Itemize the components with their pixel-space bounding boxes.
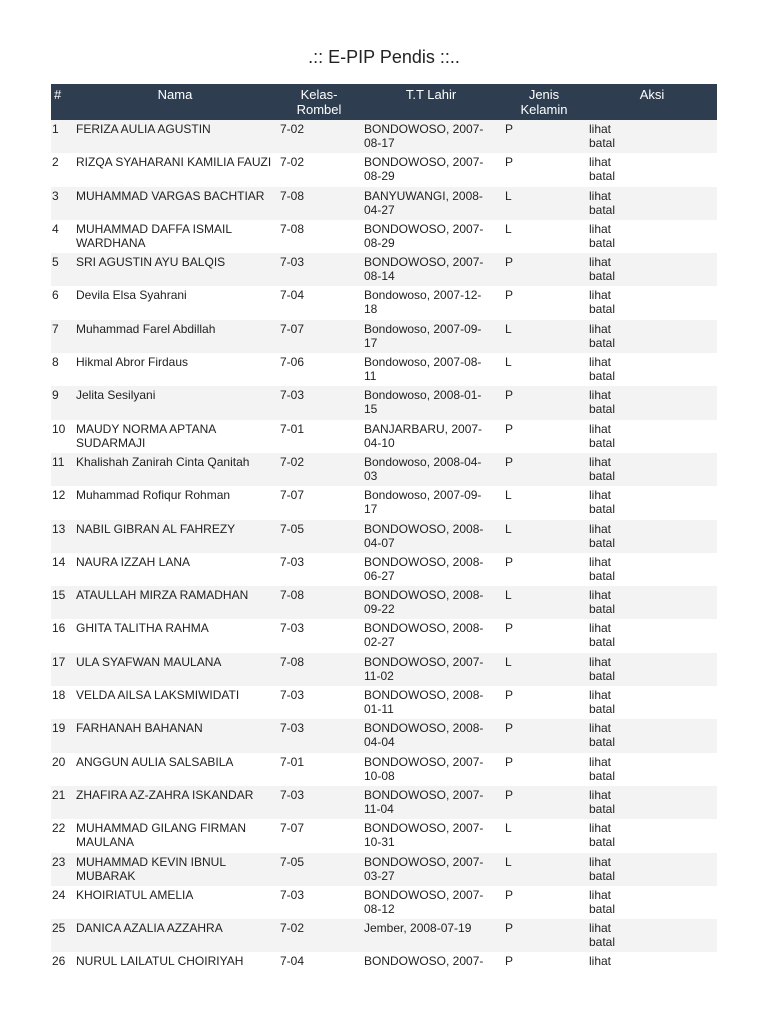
row-actions: [587, 753, 717, 786]
class-group: 7-03: [280, 554, 305, 569]
table-row: [51, 420, 717, 453]
gender: P: [505, 688, 514, 703]
view-link[interactable]: lihat: [589, 355, 612, 370]
view-link[interactable]: lihat: [589, 754, 612, 769]
view-link[interactable]: lihat: [589, 188, 612, 203]
view-link[interactable]: lihat: [589, 654, 612, 669]
table-row: [51, 386, 717, 419]
student-name: Muhammad Farel Abdillah: [76, 321, 216, 336]
student-name: Khalishah Zanirah Cinta Qanitah: [76, 454, 250, 469]
gender: P: [505, 122, 514, 136]
row-number: 8: [52, 355, 59, 370]
header-tempat-tanggal-lahir: T.T Lahir: [405, 87, 457, 102]
student-name: MUHAMMAD DAFFA ISMAIL WARDHANA: [76, 221, 232, 250]
student-name: MUHAMMAD KEVIN IBNUL MUBARAK: [76, 854, 226, 883]
birth-place-date: BONDOWOSO, 2007-11-04: [364, 787, 484, 816]
row-actions: [587, 553, 717, 586]
class-group: 7-07: [280, 821, 305, 836]
class-group: 7-02: [280, 155, 305, 170]
table-header: [51, 84, 717, 120]
row-number: 19: [52, 721, 66, 736]
row-number: 17: [52, 654, 66, 669]
table-row: [51, 320, 717, 353]
cancel-link[interactable]: batal: [589, 269, 616, 284]
gender: P: [505, 454, 514, 469]
header-jenis-kelamin: Jenis Kelamin: [520, 87, 568, 117]
table-row: [51, 586, 717, 619]
row-actions: [587, 819, 717, 852]
gender: L: [505, 355, 512, 370]
view-link[interactable]: lihat: [589, 954, 612, 969]
row-actions: [587, 120, 717, 153]
gender: P: [505, 255, 514, 270]
student-name: MUHAMMAD GILANG FIRMAN MAULANA: [76, 821, 247, 850]
row-number: 12: [52, 488, 66, 503]
class-group: 7-08: [280, 588, 305, 603]
gender: P: [505, 754, 514, 769]
birth-place-date: BONDOWOSO, 2007-08-29: [364, 155, 484, 184]
birth-place-date: BONDOWOSO, 2007-11-02: [364, 654, 484, 683]
view-link[interactable]: lihat: [589, 321, 612, 336]
view-link[interactable]: lihat: [589, 921, 612, 936]
row-number: 13: [52, 521, 66, 536]
row-actions: [587, 286, 717, 319]
student-name: RIZQA SYAHARANI KAMILIA FAUZI: [76, 155, 272, 170]
student-table: [51, 84, 717, 986]
row-actions: [587, 952, 717, 985]
birth-place-date: BANJARBARU, 2007-04-10: [364, 421, 483, 450]
row-number: 24: [52, 887, 66, 902]
table-row: [51, 220, 717, 253]
view-link[interactable]: lihat: [589, 288, 612, 303]
cancel-link[interactable]: batal: [589, 702, 616, 717]
table-row: [51, 653, 717, 686]
student-name: GHITA TALITHA RAHMA: [76, 621, 209, 636]
birth-place-date: Bondowoso, 2007-12-18: [364, 288, 482, 317]
row-number: 5: [52, 255, 59, 270]
row-number: 16: [52, 621, 66, 636]
cancel-link[interactable]: batal: [589, 568, 616, 583]
birth-place-date: BONDOWOSO, 2008-02-27: [364, 621, 484, 650]
student-name: NURUL LAILATUL CHOIRIYAH: [76, 954, 244, 969]
row-number: 3: [52, 188, 59, 203]
view-link[interactable]: lihat: [589, 521, 612, 536]
student-name: ATAULLAH MIRZA RAMADHAN: [76, 588, 249, 603]
gender: L: [505, 488, 512, 503]
gender: P: [505, 421, 514, 436]
student-name: Hikmal Abror Firdaus: [76, 355, 189, 370]
class-group: 7-08: [280, 654, 305, 669]
row-actions: [587, 253, 717, 286]
class-group: 7-05: [280, 854, 305, 869]
table-row: [51, 120, 717, 153]
class-group: 7-08: [280, 188, 305, 203]
view-link[interactable]: lihat: [589, 221, 612, 236]
cancel-link[interactable]: batal: [589, 735, 616, 750]
row-number: 10: [52, 421, 66, 436]
class-group: 7-02: [280, 122, 305, 136]
header-nama: Nama: [157, 87, 193, 102]
gender: P: [505, 554, 514, 569]
class-group: 7-01: [280, 421, 305, 436]
birth-place-date: BANYUWANGI, 2008-04-27: [364, 188, 483, 217]
birth-place-date: BONDOWOSO, 2008-04-07: [364, 521, 484, 550]
class-group: 7-03: [280, 621, 305, 636]
class-group: 7-05: [280, 521, 305, 536]
view-link[interactable]: lihat: [589, 721, 612, 736]
cancel-link[interactable]: batal: [589, 235, 616, 250]
view-link[interactable]: lihat: [589, 821, 612, 836]
row-actions: [587, 420, 717, 453]
page-title: .:: E-PIP Pendis ::..: [308, 47, 460, 67]
row-number: 26: [52, 954, 66, 969]
view-link[interactable]: lihat: [589, 887, 612, 902]
view-link[interactable]: lihat: [589, 255, 612, 270]
row-number: 22: [52, 821, 66, 836]
student-name: Muhammad Rofiqur Rohman: [76, 488, 231, 503]
birth-place-date: Bondowoso, 2007-08-11: [364, 355, 482, 384]
class-group: 7-07: [280, 488, 305, 503]
gender: L: [505, 821, 512, 836]
student-name: MUHAMMAD VARGAS BACHTIAR: [76, 188, 265, 203]
table-row: [51, 553, 717, 586]
row-actions: [587, 619, 717, 652]
table-row: [51, 486, 717, 519]
cancel-link[interactable]: batal: [589, 369, 616, 384]
gender: L: [505, 321, 512, 336]
row-actions: [587, 919, 717, 952]
birth-place-date: BONDOWOSO, 2007-10-08: [364, 754, 484, 783]
view-link[interactable]: lihat: [589, 588, 612, 603]
cancel-link[interactable]: batal: [589, 468, 616, 483]
class-group: 7-03: [280, 255, 305, 270]
row-actions: [587, 386, 717, 419]
header-kelas-rombel: Kelas- Rombel: [296, 87, 342, 117]
birth-place-date: BONDOWOSO, 2007-08-12: [364, 887, 484, 916]
table-row: [51, 886, 717, 919]
view-link[interactable]: lihat: [589, 488, 612, 503]
class-group: 7-07: [280, 321, 305, 336]
gender: P: [505, 621, 514, 636]
row-number: 21: [52, 787, 66, 802]
table-row: [51, 819, 717, 852]
class-group: 7-02: [280, 454, 305, 469]
cancel-link[interactable]: batal: [589, 901, 616, 916]
birth-place-date: Bondowoso, 2007-09-17: [364, 488, 482, 517]
birth-place-date: Bondowoso, 2008-01-15: [364, 388, 482, 417]
view-link[interactable]: lihat: [589, 122, 612, 136]
birth-place-date: BONDOWOSO, 2007-: [364, 954, 484, 969]
student-name: FERIZA AULIA AGUSTIN: [76, 122, 211, 136]
header-number: #: [54, 87, 62, 102]
row-actions: [587, 586, 717, 619]
row-actions: [587, 853, 717, 886]
student-name: NAURA IZZAH LANA: [76, 554, 191, 569]
table-row: [51, 753, 717, 786]
gender: L: [505, 854, 512, 869]
birth-place-date: BONDOWOSO, 2008-01-11: [364, 688, 484, 717]
cancel-link[interactable]: batal: [589, 202, 616, 217]
view-link[interactable]: lihat: [589, 421, 612, 436]
gender: P: [505, 388, 514, 403]
class-group: 7-04: [280, 954, 305, 969]
student-name: NABIL GIBRAN AL FAHREZY: [76, 521, 236, 536]
table-row: [51, 853, 717, 886]
student-name: FARHANAH BAHANAN: [76, 721, 203, 736]
birth-place-date: Jember, 2008-07-19: [364, 921, 472, 936]
cancel-link[interactable]: batal: [589, 768, 616, 783]
birth-place-date: BONDOWOSO, 2007-08-29: [364, 221, 484, 250]
cancel-link[interactable]: batal: [589, 402, 616, 417]
class-group: 7-08: [280, 221, 305, 236]
gender: P: [505, 155, 514, 170]
gender: P: [505, 288, 514, 303]
class-group: 7-01: [280, 754, 305, 769]
cancel-link[interactable]: batal: [589, 668, 616, 683]
birth-place-date: BONDOWOSO, 2007-08-17: [364, 122, 484, 150]
row-number: 6: [52, 288, 59, 303]
view-link[interactable]: lihat: [589, 787, 612, 802]
birth-place-date: BONDOWOSO, 2008-06-27: [364, 554, 484, 583]
table-row: [51, 786, 717, 819]
row-number: 1: [52, 122, 59, 136]
student-name: ZHAFIRA AZ-ZAHRA ISKANDAR: [76, 787, 254, 802]
view-link[interactable]: lihat: [589, 454, 612, 469]
row-actions: [587, 320, 717, 353]
class-group: 7-02: [280, 921, 305, 936]
row-actions: [587, 220, 717, 253]
student-name: SRI AGUSTIN AYU BALQIS: [76, 255, 226, 270]
view-link[interactable]: lihat: [589, 854, 612, 869]
birth-place-date: BONDOWOSO, 2008-09-22: [364, 588, 484, 617]
student-name: KHOIRIATUL AMELIA: [76, 887, 194, 902]
row-actions: [587, 187, 717, 220]
gender: P: [505, 887, 514, 902]
gender: P: [505, 787, 514, 802]
table-row: [51, 453, 717, 486]
class-group: 7-03: [280, 887, 305, 902]
class-group: 7-03: [280, 388, 305, 403]
table-row: [51, 286, 717, 319]
gender: L: [505, 588, 512, 603]
table-row: [51, 353, 717, 386]
row-actions: [587, 520, 717, 553]
table-row: [51, 719, 717, 752]
table-row: [51, 520, 717, 553]
gender: L: [505, 654, 512, 669]
cancel-link[interactable]: batal: [589, 801, 616, 816]
table-row: [51, 619, 717, 652]
row-number: 20: [52, 754, 66, 769]
birth-place-date: BONDOWOSO, 2007-08-14: [364, 255, 484, 284]
cancel-link[interactable]: batal: [589, 169, 616, 184]
row-number: 23: [52, 854, 66, 869]
cancel-link[interactable]: batal: [589, 535, 616, 550]
cancel-link[interactable]: batal: [589, 868, 616, 883]
cancel-link[interactable]: batal: [589, 835, 616, 850]
row-number: 4: [52, 221, 59, 236]
row-actions: [587, 686, 717, 719]
gender: L: [505, 221, 512, 236]
table-row: [51, 153, 717, 186]
view-link[interactable]: lihat: [589, 688, 612, 703]
class-group: 7-04: [280, 288, 305, 303]
view-link[interactable]: lihat: [589, 554, 612, 569]
class-group: 7-03: [280, 721, 305, 736]
row-actions: [587, 719, 717, 752]
cancel-link[interactable]: batal: [589, 635, 616, 650]
row-actions: [587, 886, 717, 919]
class-group: 7-06: [280, 355, 305, 370]
view-link[interactable]: lihat: [589, 388, 612, 403]
student-name: MAUDY NORMA APTANA SUDARMAJI: [76, 421, 216, 450]
birth-place-date: BONDOWOSO, 2007-10-31: [364, 821, 484, 850]
cancel-link[interactable]: batal: [589, 435, 616, 450]
table-row: [51, 187, 717, 220]
class-group: 7-03: [280, 787, 305, 802]
student-name: DANICA AZALIA AZZAHRA: [76, 921, 223, 936]
row-actions: [587, 453, 717, 486]
student-name: Devila Elsa Syahrani: [76, 288, 187, 303]
student-name: VELDA AILSA LAKSMIWIDATI: [76, 688, 240, 703]
header-aksi: Aksi: [639, 87, 665, 102]
row-number: 11: [52, 454, 65, 469]
class-group: 7-03: [280, 688, 305, 703]
view-link[interactable]: lihat: [589, 621, 612, 636]
row-number: 14: [52, 554, 66, 569]
table-row: [51, 686, 717, 719]
row-number: 18: [52, 688, 66, 703]
cancel-link[interactable]: batal: [589, 602, 616, 617]
row-actions: [587, 153, 717, 186]
cancel-link[interactable]: batal: [589, 302, 616, 317]
row-number: 2: [52, 155, 59, 170]
cancel-link[interactable]: batal: [589, 935, 616, 950]
gender: P: [505, 954, 514, 969]
table-row: [51, 952, 717, 985]
gender: L: [505, 188, 512, 203]
gender: L: [505, 521, 512, 536]
birth-place-date: Bondowoso, 2008-04-03: [364, 454, 482, 483]
cancel-link[interactable]: batal: [589, 136, 616, 150]
birth-place-date: Bondowoso, 2007-09-17: [364, 321, 482, 350]
table-row: [51, 919, 717, 952]
table-row: [51, 253, 717, 286]
student-name: ULA SYAFWAN MAULANA: [76, 654, 222, 669]
gender: P: [505, 921, 514, 936]
birth-place-date: BONDOWOSO, 2008-04-04: [364, 721, 484, 750]
view-link[interactable]: lihat: [589, 155, 612, 170]
row-number: 7: [52, 321, 59, 336]
row-number: 15: [52, 588, 66, 603]
cancel-link[interactable]: batal: [589, 502, 616, 517]
cancel-link[interactable]: batal: [589, 335, 616, 350]
table-body: [51, 120, 717, 986]
row-actions: [587, 653, 717, 686]
birth-place-date: BONDOWOSO, 2007-03-27: [364, 854, 484, 883]
student-name: Jelita Sesilyani: [76, 388, 156, 403]
row-number: 9: [52, 388, 59, 403]
row-actions: [587, 786, 717, 819]
row-number: 25: [52, 921, 66, 936]
gender: P: [505, 721, 514, 736]
row-actions: [587, 486, 717, 519]
row-actions: [587, 353, 717, 386]
student-name: ANGGUN AULIA SALSABILA: [76, 754, 234, 769]
